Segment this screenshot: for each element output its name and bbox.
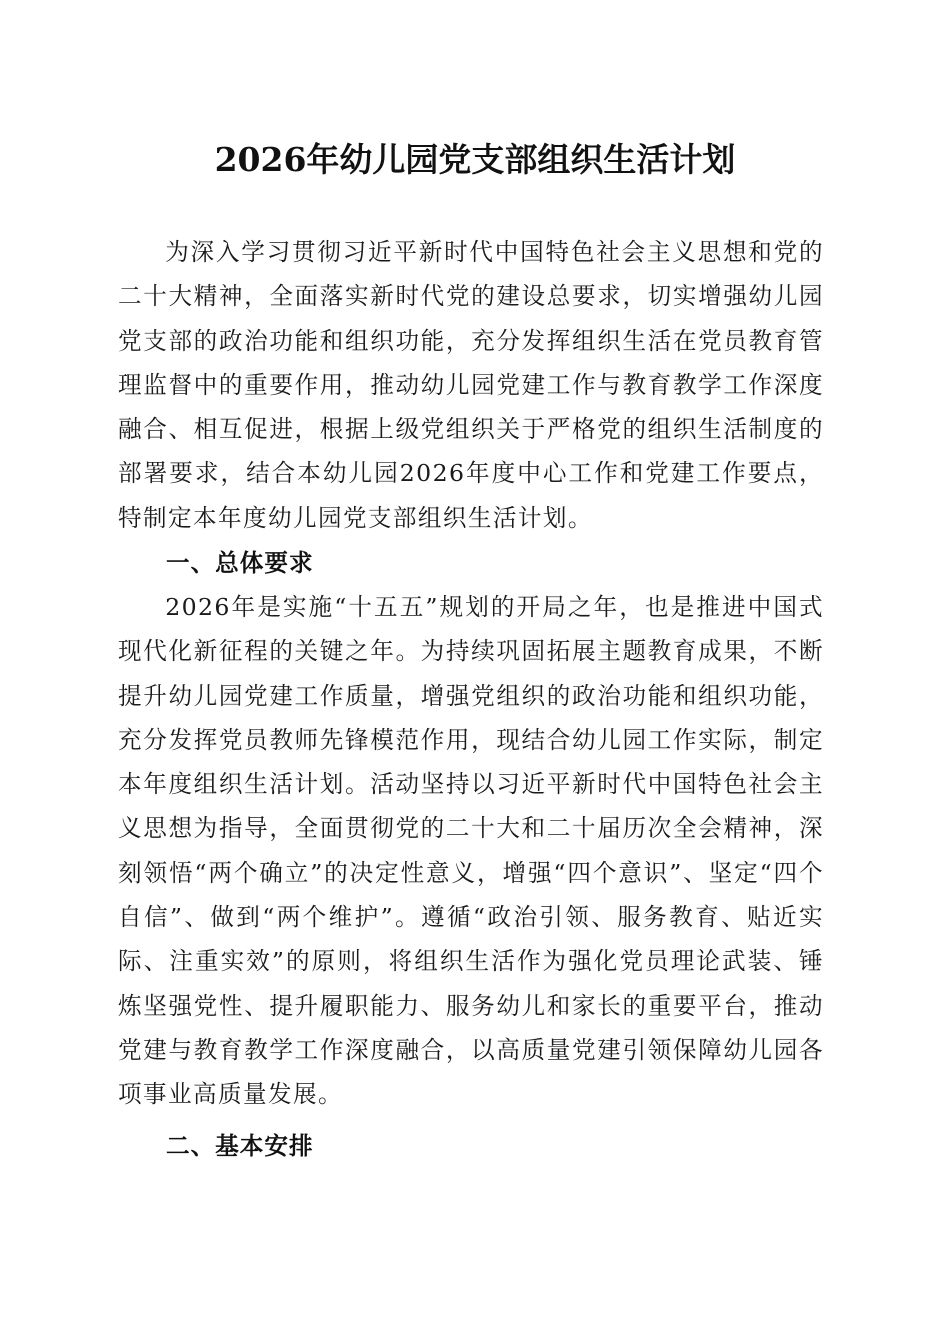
section-paragraph-general-requirements: 2026年是实施“十五五”规划的开局之年，也是推进中国式现代化新征程的关键之年。为持续巩固拓展主题教育成果，不断提升幼儿园党建工作质量，增强党组织的政治功能和组织功能，充分发挥党员教师先锋模范作用，现结合幼儿园工作实际，制定本年度组织生活计划。活动坚持以习近平新时代中国特色社会主义思想为指导，全面贯彻党的二十大和二十届历次全会精神，深刻领悟“两个确立”的决定性意义，增强“四个意识”、坚定“四个自信”、做到“两个维护”。遵循“政治引领、服务教育、贴近实际、注重实效”的原则，将组织生活作为强化党员理论武装、锤炼坚强党性、提升履职能力、服务幼儿和家长的重要平台，推动党建与教育教学工作深度融合，以高质量党建引领保障幼儿园各项事业高质量发展。: [118, 593, 824, 1109]
document-title: 2026年幼儿园党支部组织生活计划: [214, 140, 736, 179]
section-heading-general-requirements: 一、总体要求: [166, 549, 314, 577]
intro-paragraph: 为深入学习贯彻习近平新时代中国特色社会主义思想和党的二十大精神，全面落实新时代党的建设总要求，切实增强幼儿园党支部的政治功能和组织功能，充分发挥组织生活在党员教育管理监督中的重要作用，推动幼儿园党建工作与教育教学工作深度融合、相互促进，根据上级党组织关于严格党的组织生活制度的部署要求，结合本幼儿园2026年度中心工作和党建工作要点，特制定本年度幼儿园党支部组织生活计划。: [118, 238, 824, 532]
section-heading-basic-arrangements: 二、基本安排: [166, 1132, 314, 1160]
